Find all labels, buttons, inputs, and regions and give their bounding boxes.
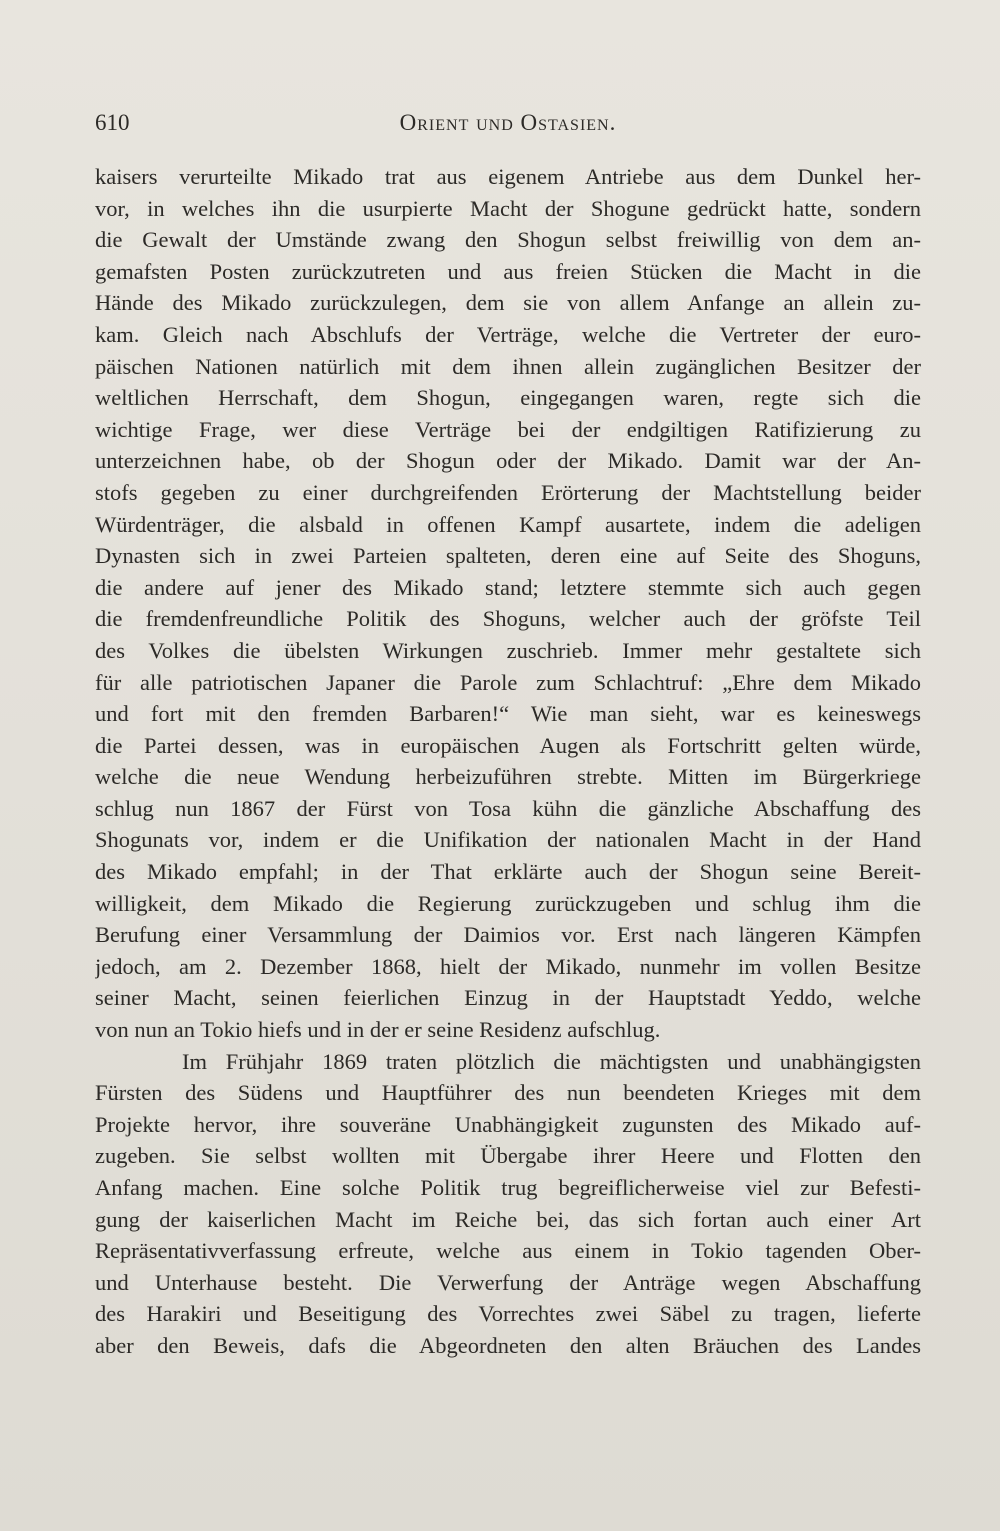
text-line: welche die neue Wendung herbeizuführen strebte. Mitten im Bürgerkriege: [95, 764, 921, 790]
text-line: schlug nun 1867 der Fürst von Tosa kühn die gänzliche Abschaffung des: [95, 795, 921, 821]
text-line: Shogunats vor, indem er die Unifikation der nationalen Macht in der Hand: [95, 827, 921, 853]
body-text: [95, 161, 921, 1362]
text-line: aber den Beweis, dafs die Abgeordneten den alten Bräuchen des Landes: [95, 1332, 921, 1358]
text-line: und fort mit den fremden Barbaren!“ Wie man sieht, war es keineswegs: [95, 701, 921, 727]
text-line: unterzeichnen habe, ob der Shogun oder der Mikado. Damit war der An-: [95, 448, 921, 474]
text-line: Hände des Mikado zurückzulegen, dem sie von allem Anfange an allein zu-: [95, 290, 921, 316]
text-line: des Volkes die übelsten Wirkungen zuschrieb. Immer mehr gestaltete sich: [95, 637, 921, 663]
text-line: die fremdenfreundliche Politik des Shoguns, welcher auch der gröfste Teil: [95, 606, 921, 632]
text-line: für alle patriotischen Japaner die Parole zum Schlachtruf: „Ehre dem Mikado: [95, 669, 921, 695]
paragraph-first-line: Im Frühjahr 1869 traten plötzlich die mächtigsten und unabhängigsten: [182, 1048, 921, 1074]
text-line: willigkeit, dem Mikado die Regierung zurückzugeben und schlug ihm die: [95, 890, 921, 916]
text-line: Würdenträger, die alsbald in offenen Kampf ausartete, indem die adeligen: [95, 511, 921, 537]
text-line: Anfang machen. Eine solche Politik trug begreiflicherweise viel zur Befesti-: [95, 1175, 921, 1200]
text-line: weltlichen Herrschaft, dem Shogun, eingegangen waren, regte sich die: [95, 385, 921, 411]
running-title: Orient und Ostasien.: [399, 110, 617, 135]
text-line: gemafsten Posten zurückzutreten und aus freien Stücken die Macht in die: [95, 258, 921, 284]
text-line: die Gewalt der Umstände zwang den Shogun selbst freiwillig von dem an-: [95, 227, 921, 253]
text-line: Repräsentativverfassung erfreute, welche aus einem in Tokio tagenden Ober-: [95, 1238, 921, 1264]
text-line: päischen Nationen natürlich mit dem ihnen allein zugänglichen Besitzer der: [95, 353, 921, 379]
text-line: gung der kaiserlichen Macht im Reiche bei, das sich fortan auch einer Art: [95, 1206, 921, 1232]
page-header: [95, 103, 921, 143]
text-line: stofs gegeben zu einer durchgreifenden Erörterung der Machtstellung beider: [95, 479, 921, 505]
text-line: Fürsten des Südens und Hauptführer des nun beendeten Krieges mit dem: [95, 1080, 921, 1106]
text-line: kaisers verurteilte Mikado trat aus eigenem Antriebe aus dem Dunkel her-: [95, 164, 921, 189]
text-line: des Mikado empfahl; in der That erklärte auch der Shogun seine Bereit-: [95, 859, 921, 885]
text-line: zugeben. Sie selbst wollten mit Übergabe ihrer Heere und Flotten den: [95, 1143, 921, 1169]
text-line: des Harakiri und Beseitigung des Vorrechtes zwei Säbel zu tragen, lieferte: [95, 1301, 921, 1327]
text-line: die Partei dessen, was in europäischen Augen als Fortschritt gelten würde,: [95, 732, 921, 758]
text-line: Berufung einer Versammlung der Daimios vor. Erst nach längeren Kämpfen: [95, 922, 921, 948]
text-line: wichtige Frage, wer diese Verträge bei der endgiltigen Ratifizierung zu: [95, 416, 921, 442]
text-line: jedoch, am 2. Dezember 1868, hielt der Mikado, nunmehr im vollen Besitze: [95, 953, 921, 979]
page-number: 610: [95, 110, 130, 135]
text-line: und Unterhause besteht. Die Verwerfung der Anträge wegen Abschaffung: [95, 1269, 921, 1295]
text-line: kam. Gleich nach Abschlufs der Verträge, welche die Vertreter der euro-: [95, 321, 921, 347]
text-line: von nun an Tokio hiefs und in der er seine Residenz aufschlug.: [95, 1017, 661, 1043]
text-line: die andere auf jener des Mikado stand; letztere stemmte sich auch gegen: [95, 574, 921, 600]
text-line: Projekte hervor, ihre souveräne Unabhängigkeit zugunsten des Mikado auf-: [95, 1111, 921, 1137]
text-line: Dynasten sich in zwei Parteien spalteten, deren eine auf Seite des Shoguns,: [95, 543, 921, 569]
text-line: seiner Macht, seinen feierlichen Einzug in der Hauptstadt Yeddo, welche: [95, 985, 921, 1011]
text-line: vor, in welches ihn die usurpierte Macht der Shogune gedrückt hatte, sondern: [95, 195, 921, 221]
